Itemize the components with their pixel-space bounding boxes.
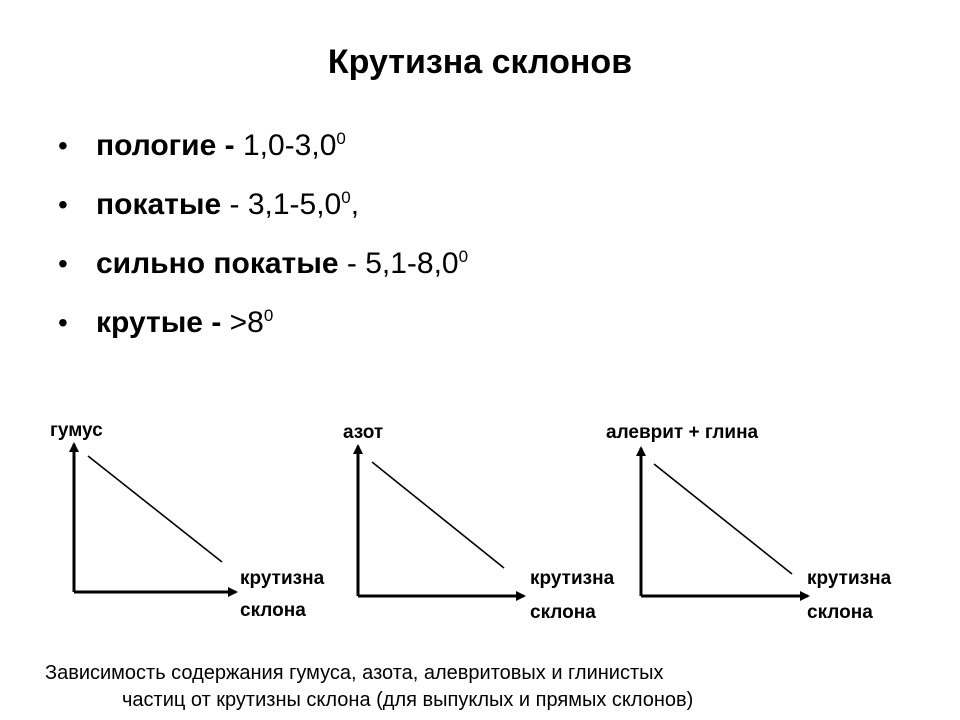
bullet-value: >8	[221, 306, 264, 339]
bullet-value: - 3,1-5,0	[221, 188, 342, 221]
y-axis-label: азот	[343, 422, 384, 443]
bullet-sloping	[58, 175, 468, 234]
bullet-degree: 0	[341, 188, 351, 207]
slide-title: Крутизна склонов	[327, 43, 633, 81]
caption-line-2: частиц от крутизны склона (для выпуклых и прямых склонов)	[122, 689, 694, 711]
x-axis-label-line2: склона	[530, 602, 596, 623]
dependency-diagrams	[0, 400, 960, 650]
bullet-value: - 5,1-8,0	[338, 247, 459, 280]
bullet-strongly-sloping	[58, 234, 468, 293]
caption-line-1: Зависимость содержания гумуса, азота, алевритовых и глинистых	[45, 662, 664, 684]
bullet-dot-icon: •	[58, 307, 68, 338]
x-axis-label-line1: крутизна	[530, 568, 615, 589]
x-axis-label-line2: склона	[807, 602, 873, 623]
y-axis-label: гумус	[50, 420, 103, 441]
bullet-term: покатые	[96, 188, 222, 221]
humus-chart	[50, 420, 325, 621]
bullet-degree: 0	[336, 129, 346, 148]
slope-steepness-list	[58, 116, 468, 352]
bullet-degree: 0	[458, 247, 469, 266]
bullet-tail: ,	[350, 188, 360, 221]
x-axis-label-line1: крутизна	[240, 568, 325, 589]
bullet-term: пологие -	[96, 129, 235, 162]
y-axis-label: алеврит + глина	[606, 422, 759, 443]
bullet-term: крутые -	[96, 306, 222, 339]
bullet-term: сильно покатые	[96, 247, 339, 280]
x-axis-label-line2: склона	[240, 600, 306, 621]
bullet-dot-icon: •	[58, 248, 68, 279]
bullet-degree: 0	[263, 306, 274, 325]
bullet-gentle	[58, 116, 468, 175]
bullet-dot-icon: •	[58, 130, 68, 161]
bullet-dot-icon: •	[58, 189, 68, 220]
x-axis-label-line1: крутизна	[807, 568, 892, 589]
silt-clay-chart	[606, 422, 892, 623]
trend-line	[654, 464, 792, 574]
nitrogen-chart	[343, 422, 615, 623]
trend-line	[88, 456, 222, 562]
bullet-steep	[58, 293, 468, 352]
bullet-value: 1,0-3,0	[234, 129, 337, 162]
trend-line	[372, 462, 504, 568]
